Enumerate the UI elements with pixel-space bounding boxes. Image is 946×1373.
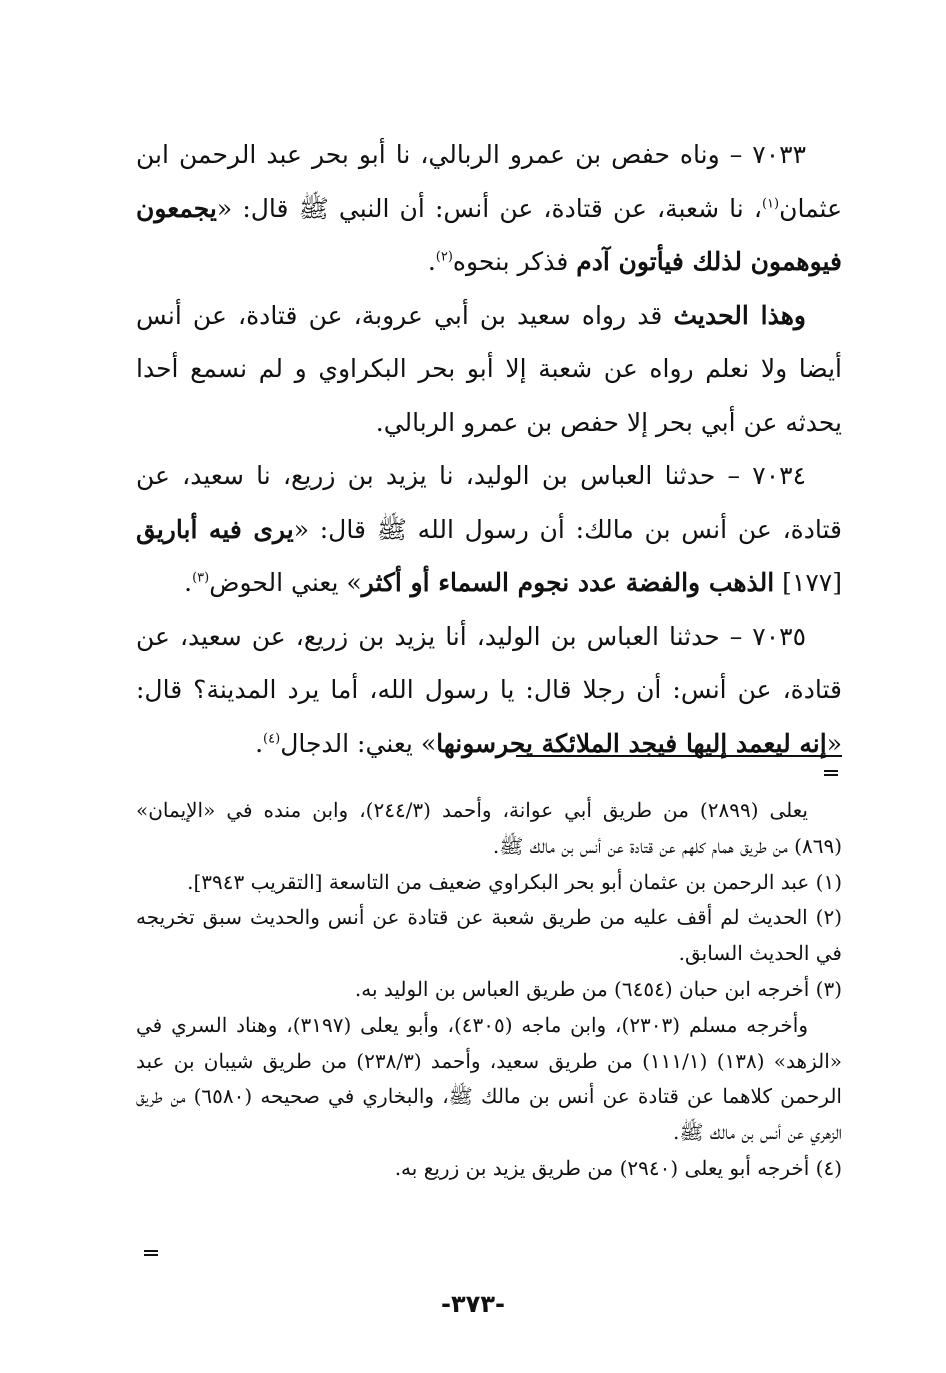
footnote-separator — [516, 755, 842, 757]
continuation-mark — [824, 770, 838, 776]
text-run: . — [255, 728, 264, 758]
text-run: . — [427, 247, 436, 276]
hadith-matn: الذهب والفضة عدد نجوم السماء أو أكثر — [361, 568, 775, 597]
hadith-7033 — [136, 128, 842, 289]
hadith-7035 — [136, 610, 842, 771]
text-run: قد رواه سعيد بن أبي عروبة، عن قتادة، عن أنس أيضا ولا نعلم رواه عن شعبة إلا أبو بحر البكراوي و لم نسمع أحدا يحدثه عن أبي بحر إلا حفص بن عمرو الربالي. — [136, 300, 842, 437]
hadith-matn: يجمعون فيوهمون لذلك فيأتون آدم — [136, 193, 842, 276]
text-run: » يعني الحوض — [209, 568, 362, 597]
page-number: -٣٧٣- — [441, 1290, 505, 1318]
footnote-3-continuation: وأخرجه مسلم (٢٣٠٣)، وابن ماجه (٤٣٠٥)، وأبو يعلى (٣١٩٧)، وهناد السري في «الزهد» (١٣٨) (١١١/١) من طريق سعيد، وأحمد (٢٣٨/٣) من طريق شيبان بن عبد الرحمن كلاهما عن قتادة عن أنس بن مالك ﷺ، والبخاري في صحيحه (٦٥٨٠) من طريق الزهري عن أنس بن مالك ﷺ. — [136, 1012, 842, 1145]
text-run: » يعني: الدجال — [280, 728, 437, 758]
text-run: ٧٠٣٥ – حدثنا العباس بن الوليد، أنا يزيد بن زريع، عن سعيد، عن قتادة، عن أنس: أن رجلا قال: يا رسول الله، أما يرد المدينة؟ قال: « — [136, 621, 842, 758]
footnote-ref-4: (٤) — [263, 731, 281, 747]
folio-marker: [١٧٧] — [774, 568, 842, 597]
text-run: . — [184, 568, 193, 597]
footnote-ref-2: (٢) — [435, 249, 453, 265]
text-run: ٧٠٣٤ – حدثنا العباس بن الوليد، نا يزيد بن زريع، نا سعيد، عن قتادة، عن أنس بن مالك: أن رسول الله ﷺ قال: « — [136, 461, 842, 544]
footnote-continuation: يعلى (٢٨٩٩) من طريق أبي عوانة، وأحمد (٢٤٤/٣)، وابن منده في «الإيمان» (٨٦٩) من طريق همام كلهم عن قتادة عن أنس بن مالك ﷺ. — [136, 798, 842, 858]
footnote-4: (٤) أخرجه أبو يعلى (٢٩٤٠) من طريق يزيد بن زريع به. — [394, 1155, 842, 1180]
main-text — [136, 128, 842, 770]
footnote-3: (٣) أخرجه ابن حبان (٦٤٥٤) من طريق العباس بن الوليد به. — [354, 976, 842, 1001]
hadith-7034 — [136, 449, 842, 610]
footnote-ref-1: (١) — [761, 196, 780, 212]
text-run: فذكر بنحوه — [452, 247, 577, 276]
continuation-mark — [144, 1250, 158, 1256]
hadith-matn: إنه ليعمد إليها فيجد الملائكة يحرسونها — [436, 728, 827, 758]
footnote-ref-3: (٣) — [192, 570, 210, 586]
footnote-1: (١) عبد الرحمن بن عثمان أبو بحر البكراوي ضعيف من التاسعة [التقريب ٣٩٤٣]. — [187, 869, 842, 894]
commentary-paragraph — [136, 289, 842, 450]
commentary-lead: وهذا الحديث — [673, 300, 806, 330]
footnotes — [136, 793, 842, 1187]
text-run: ، نا شعبة، عن قتادة، عن أنس: أن النبي ﷺ قال: « — [216, 193, 762, 223]
footnote-2: (٢) الحديث لم أقف عليه من طريق شعبة عن قتادة عن أنس والحديث سبق تخريجه في الحديث السابق. — [136, 905, 842, 966]
text-run: ٧٠٣٣ – وناه حفص بن عمرو الربالي، نا أبو بحر عبد الرحمن ابن عثمان — [136, 140, 842, 223]
hadith-matn: يرى فيه أباريق — [136, 514, 294, 544]
